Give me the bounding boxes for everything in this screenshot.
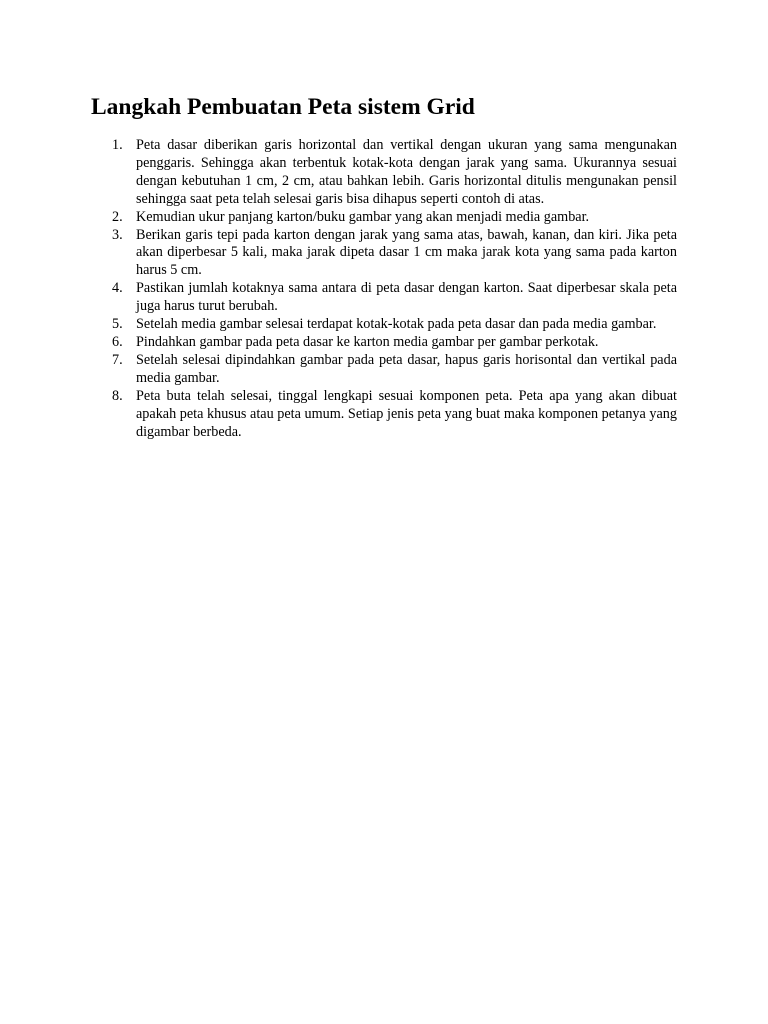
steps-list xyxy=(91,137,677,441)
list-item-text: Berikan garis tepi pada karton dengan jarak yang sama atas, bawah, kanan, dan kiri. Jika peta akan diperbesar 5 kali, maka jarak dipeta dasar 1 cm maka jarak kota yang sama pada karton harus 5 cm. xyxy=(136,226,677,279)
list-item-text: Peta buta telah selesai, tinggal lengkapi sesuai komponen peta. Peta apa yang akan dibuat apakah peta khusus atau peta umum. Setiap jenis peta yang buat maka komponen petanya yang digambar berbeda. xyxy=(136,387,677,440)
list-item-number: 1. xyxy=(112,137,123,153)
list-item xyxy=(91,227,677,281)
page-title: Langkah Pembuatan Peta sistem Grid xyxy=(91,94,475,120)
list-item xyxy=(91,209,677,227)
list-item-text: Peta dasar diberikan garis horizontal dan vertikal dengan ukuran yang sama mengunakan penggaris. Sehingga akan terbentuk kotak-kota dengan jarak yang sama. Ukurannya sesuai dengan kebutuhan 1 cm, 2 cm, atau bahkan lebih. Garis horizontal ditulis mengunakan pensil sehingga saat peta telah selesai garis bisa dihapus seperti contoh di atas. xyxy=(136,137,677,207)
list-item-number: 6. xyxy=(112,333,123,350)
list-item-number: 2. xyxy=(112,208,123,225)
list-item xyxy=(91,280,677,316)
list-item-text: Pastikan jumlah kotaknya sama antara di peta dasar dengan karton. Saat diperbesar skala peta juga harus turut berubah. xyxy=(136,280,677,315)
list-item-number: 3. xyxy=(112,226,123,243)
list-item xyxy=(91,137,677,209)
document-page xyxy=(91,92,677,441)
list-item-number: 5. xyxy=(112,316,123,333)
list-item-number: 7. xyxy=(112,351,123,368)
list-item-text: Setelah media gambar selesai terdapat kotak-kotak pada peta dasar dan pada media gambar. xyxy=(136,316,657,333)
list-item-text: Pindahkan gambar pada peta dasar ke karton media gambar per gambar perkotak. xyxy=(136,333,599,350)
list-item-number: 8. xyxy=(112,387,123,404)
list-item xyxy=(91,334,677,352)
list-item-text: Setelah selesai dipindahkan gambar pada peta dasar, hapus garis horisontal dan vertikal pada media gambar. xyxy=(136,351,677,386)
list-item-text: Kemudian ukur panjang karton/buku gambar yang akan menjadi media gambar. xyxy=(136,208,590,225)
list-item-number: 4. xyxy=(112,280,123,297)
list-item xyxy=(91,316,677,334)
list-item xyxy=(91,352,677,388)
list-item xyxy=(91,388,677,442)
